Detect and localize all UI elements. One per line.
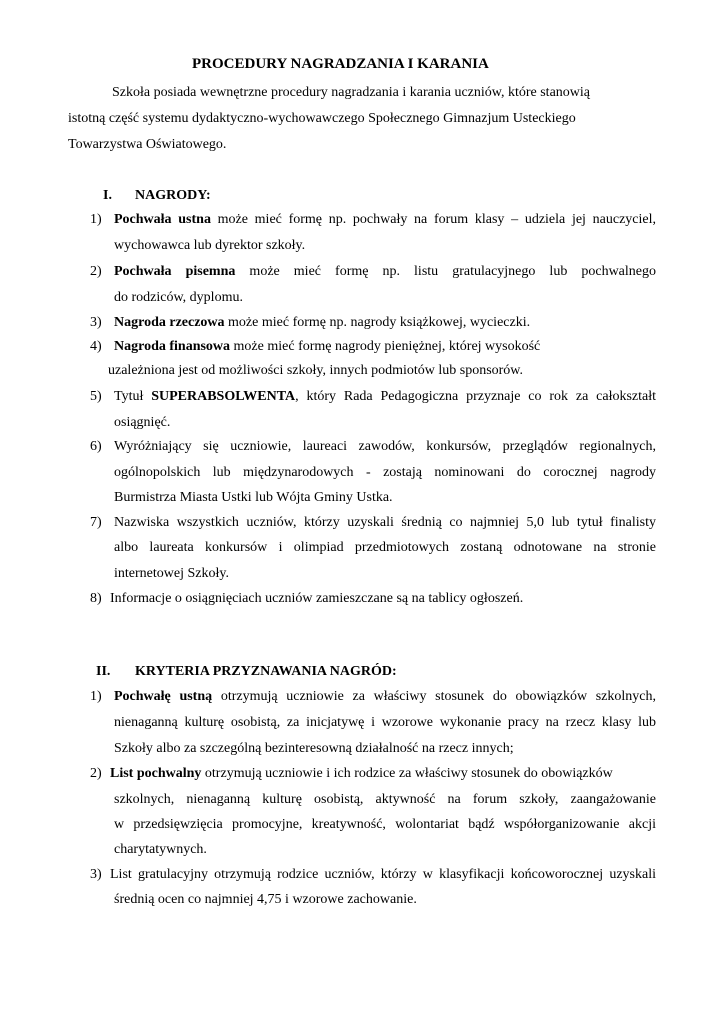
section-2-number: II. <box>96 664 111 679</box>
list-item-text: List pochwalny otrzymują uczniowie i ich rodzice za właściwy stosunek do obowiązków <box>110 766 613 781</box>
list-item-number: 2) <box>90 766 102 781</box>
section-1-heading: NAGRODY: <box>135 188 211 203</box>
list-item-continuation: nienaganną kulturę osobistą, za inicjatywę i wzorowe wykonanie pracy na rzecz klasy lub <box>114 715 656 730</box>
list-item-number: 6) <box>90 439 102 454</box>
list-item-text: Nagroda finansowa może mieć formę nagrody pieniężnej, której wysokość <box>114 339 541 354</box>
list-item-continuation: do rodziców, dyplomu. <box>114 290 243 305</box>
list-item-continuation: osiągnięć. <box>114 415 171 430</box>
list-item-text: Tytuł SUPERABSOLWENTA, który Rada Pedagogiczna przyznaje co rok za całokształt <box>114 389 656 404</box>
list-item-continuation: wychowawca lub dyrektor szkoły. <box>114 238 306 253</box>
list-item-continuation: Szkoły albo za szczególną bezinteresowną działalność na rzecz innych; <box>114 741 514 756</box>
section-1-number: I. <box>103 188 112 203</box>
list-item-number: 5) <box>90 389 102 404</box>
list-item-number: 1) <box>90 212 102 227</box>
list-item-text: Informacje o osiągnięciach uczniów zamieszczane są na tablicy ogłoszeń. <box>110 591 524 606</box>
list-item-number: 3) <box>90 315 102 330</box>
list-item-continuation: charytatywnych. <box>114 842 207 857</box>
list-item-text: Nagroda rzeczowa może mieć formę np. nagrody książkowej, wycieczki. <box>114 315 531 330</box>
list-item-continuation: szkolnych, nienaganną kulturę osobistą, aktywność na forum szkoły, zaangażowanie <box>114 792 656 807</box>
intro-line-1: Szkoła posiada wewnętrzne procedury nagradzania i karania uczniów, które stanowią <box>112 85 591 100</box>
list-item-text: Wyróżniający się uczniowie, laureaci zawodów, konkursów, przeglądów regionalnych, <box>114 439 656 454</box>
intro-line-3: Towarzystwa Oświatowego. <box>68 137 227 152</box>
list-item-continuation: średnią ocen co najmniej 4,75 i wzorowe zachowanie. <box>114 892 417 907</box>
list-item-continuation: ogólnopolskich lub międzynarodowych - zostają nominowani do corocznej nagrody <box>114 465 656 480</box>
list-item-text: Nazwiska wszystkich uczniów, którzy uzyskali średnią co najmniej 5,0 lub tytuł finalisty <box>114 515 656 530</box>
list-item-number: 3) <box>90 867 102 882</box>
list-item-number: 8) <box>90 591 102 606</box>
list-item-number: 1) <box>90 689 102 704</box>
list-item-continuation: Burmistrza Miasta Ustki lub Wójta Gminy Ustka. <box>114 490 393 505</box>
list-item-continuation: uzależniona jest od możliwości szkoły, innych podmiotów lub sponsorów. <box>108 363 524 378</box>
list-item-text: Pochwała pisemna może mieć formę np. listu gratulacyjnego lub pochwalnego <box>114 264 656 279</box>
list-item-text: Pochwałę ustną otrzymują uczniowie za właściwy stosunek do obowiązków szkolnych, <box>114 689 656 704</box>
list-item-continuation: w przedsięwzięcia promocyjne, kreatywność, wolontariat bądź współorganizowanie akcji <box>114 817 656 832</box>
list-item-number: 4) <box>90 339 102 354</box>
list-item-text: List gratulacyjny otrzymują rodzice uczniów, którzy w klasyfikacji końcoworocznej uzyskali <box>110 867 656 882</box>
list-item-number: 2) <box>90 264 102 279</box>
intro-line-2: istotną część systemu dydaktyczno-wychowawczego Społecznego Gimnazjum Usteckiego <box>68 111 576 126</box>
list-item-text: Pochwała ustna może mieć formę np. pochwały na forum klasy – udziela jej nauczyciel, <box>114 212 656 227</box>
list-item-continuation: internetowej Szkoły. <box>114 566 229 581</box>
page-title: PROCEDURY NAGRADZANIA I KARANIA <box>192 56 489 72</box>
list-item-continuation: albo laureata konkursów i olimpiad przedmiotowych zostaną odnotowane na stronie <box>114 540 656 555</box>
section-2-heading: KRYTERIA PRZYZNAWANIA NAGRÓD: <box>135 664 397 679</box>
list-item-number: 7) <box>90 515 102 530</box>
